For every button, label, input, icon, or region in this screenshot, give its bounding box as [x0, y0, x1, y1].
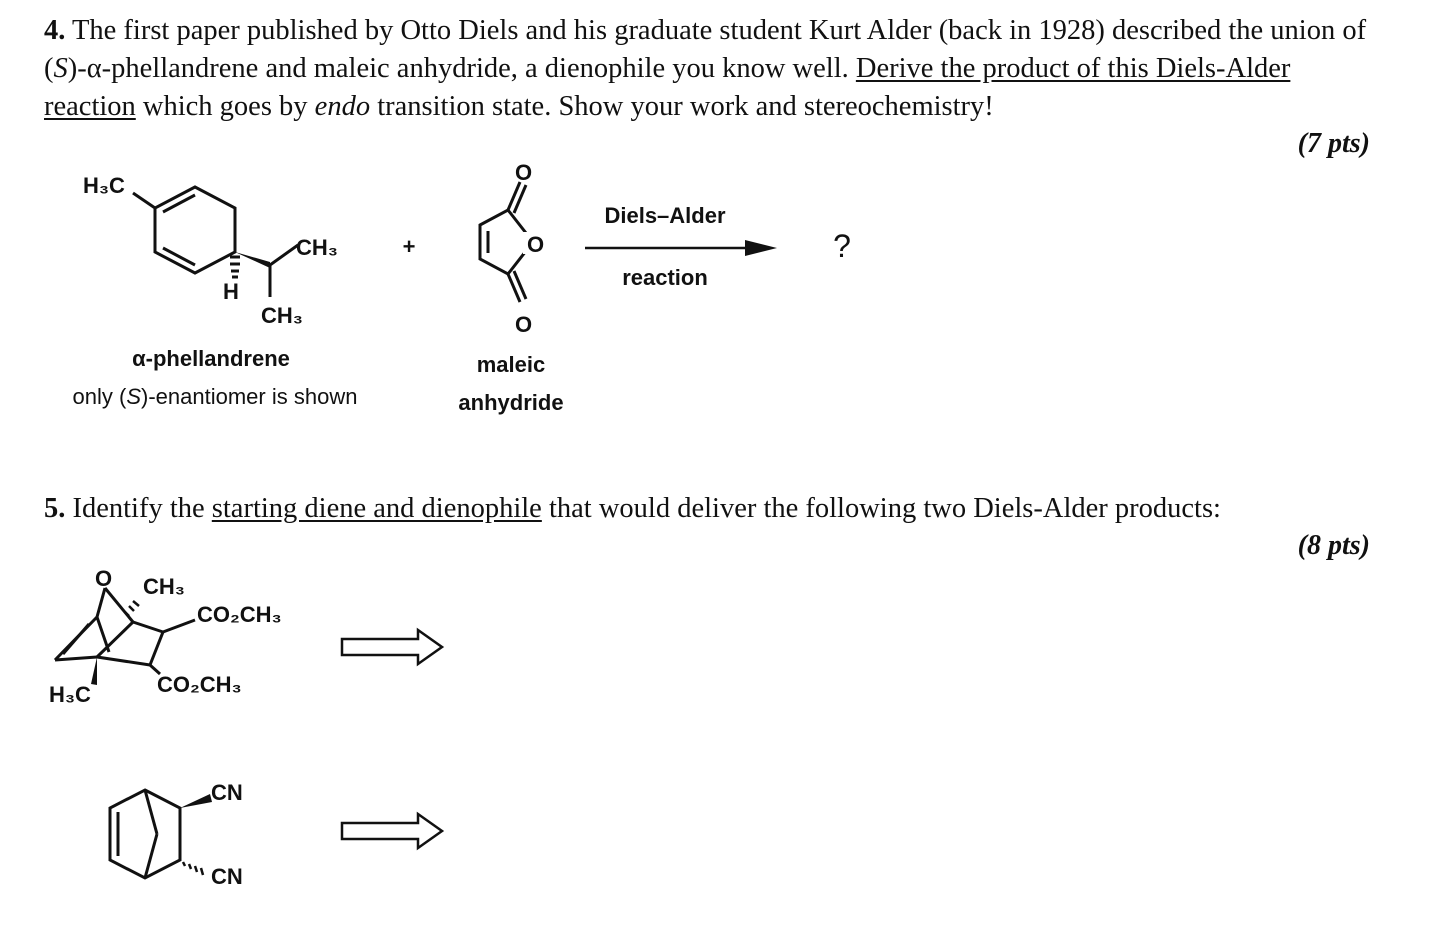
product-2-structure	[105, 770, 275, 900]
arrow-label-bottom: reaction	[622, 265, 708, 290]
question-4-text-part: which goes by	[135, 91, 315, 122]
s-descriptor: S	[53, 53, 68, 84]
ester-label: CO₂CH₃	[157, 672, 242, 697]
reagent-2-name-line: maleic	[476, 352, 546, 377]
question-5-text	[44, 490, 1370, 528]
points-value: (7 pts)	[1297, 128, 1370, 159]
question-4-text	[44, 12, 1370, 126]
question-4-number: 4.	[44, 15, 66, 46]
product-1-structure	[45, 562, 315, 712]
question-5-instruction: starting diene and dienophile	[211, 493, 542, 524]
ch3-label: CH₃	[143, 574, 185, 599]
question-4-text-part: The first paper published by Otto Diels and his graduate student Kurt Alder (back in 1928) described the union of (	[44, 15, 1367, 84]
reagent-1-name: α-phellandrene	[132, 346, 290, 371]
question-4-instruction: Derive the product of this Diels-Alder reaction	[44, 53, 1291, 122]
nitrile-label: CN	[211, 780, 243, 805]
reagent-1-note	[40, 384, 390, 410]
reaction-arrow	[585, 238, 785, 258]
plus-sign: +	[402, 234, 416, 259]
oxygen-label: O	[515, 312, 533, 337]
h3c-label: H₃C	[83, 173, 125, 198]
question-5-points	[1298, 530, 1370, 562]
question-4-points	[1298, 128, 1370, 160]
question-5-text-part: that would deliver the following two Diels-Alder products:	[541, 493, 1221, 524]
question-4-text-part: transition state. Show your work and stereochemistry!	[370, 91, 994, 122]
oxygen-label: O	[95, 566, 113, 591]
h3c-label: H₃C	[49, 682, 91, 707]
question-5-number: 5.	[44, 493, 66, 524]
ch3-label: CH₃	[261, 303, 303, 328]
question-4-text-part: )-α-phellandrene and maleic anhydride, a dienophile you know well.	[67, 53, 856, 84]
arrow-label-top: Diels–Alder	[604, 203, 726, 228]
note-text: )-enantiomer is shown	[141, 384, 358, 409]
retrosynthesis-arrow-2	[340, 812, 450, 852]
question-5-text-part: Identify the	[72, 493, 212, 524]
s-descriptor: S	[126, 384, 142, 409]
h-label: H	[223, 279, 239, 304]
oxygen-label: O	[527, 232, 545, 257]
reagent-2-name	[430, 346, 592, 422]
note-text: only (	[72, 384, 127, 409]
alpha-phellandrene-structure	[78, 165, 438, 335]
retrosynthesis-arrow-1	[340, 628, 450, 668]
endo-term: endo	[314, 91, 371, 122]
reagent-2-name-line: anhydride	[458, 390, 564, 415]
oxygen-label: O	[515, 160, 533, 185]
unknown-product: ?	[833, 228, 851, 264]
ester-label: CO₂CH₃	[197, 602, 282, 627]
ch3-label: CH₃	[296, 235, 338, 260]
maleic-anhydride-structure	[465, 160, 575, 340]
nitrile-label: CN	[211, 864, 243, 889]
points-value: (8 pts)	[1297, 530, 1370, 561]
